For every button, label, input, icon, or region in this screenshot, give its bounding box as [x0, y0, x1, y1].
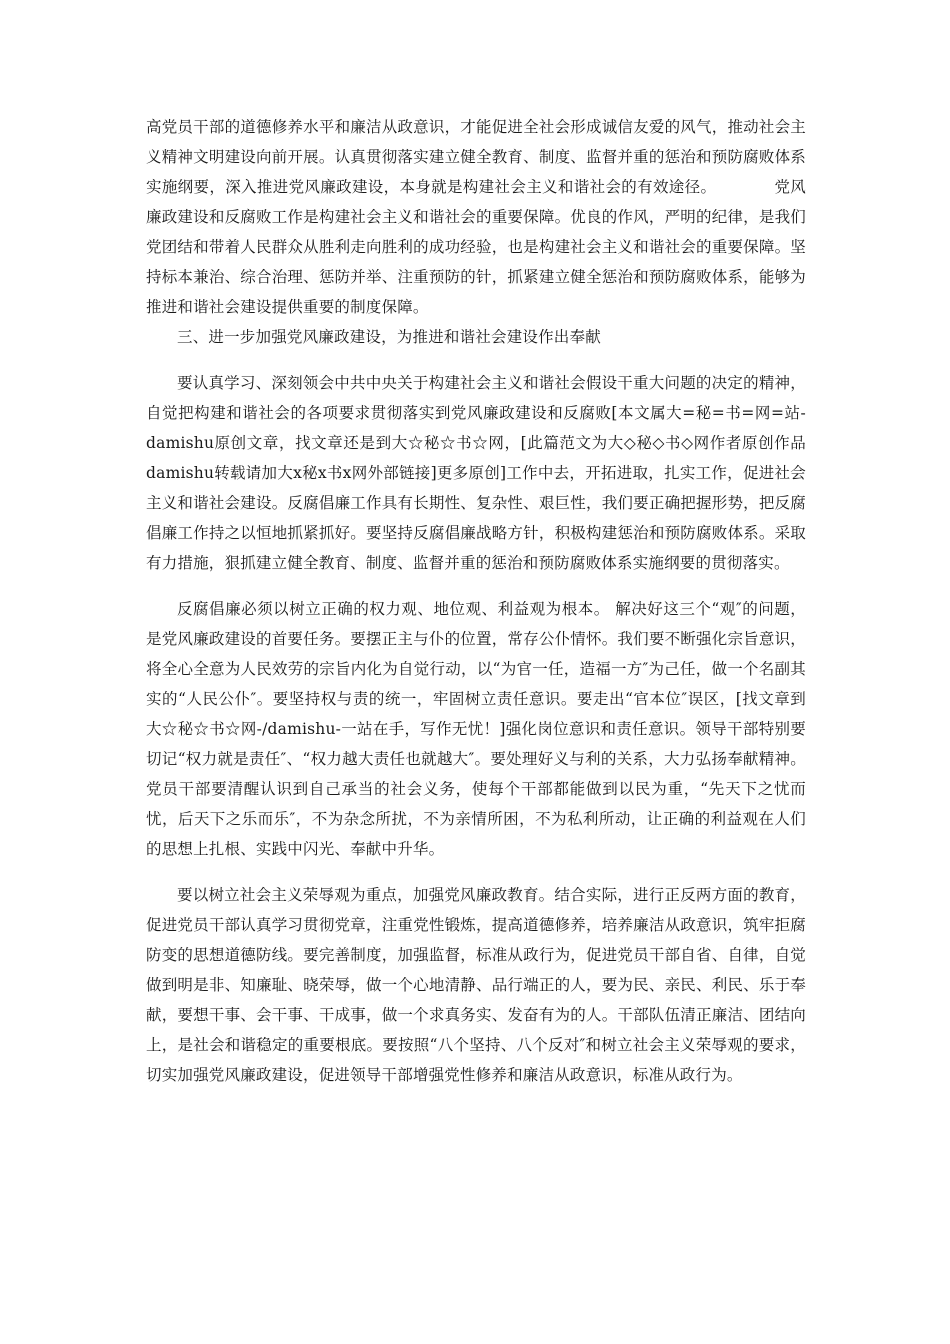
document-page [146, 112, 806, 1090]
section-heading-3: 三、进一步加强党风廉政建设，为推进和谐社会建设作出奉献 [177, 328, 601, 346]
paragraph-2: 要认真学习、深刻领会中共中央关于构建社会主义和谐社会假设干重大问题的决定的精神，自觉把构建和谐社会的各项要求贯彻落实到党风廉政建设和反腐败[本文属大=秘=书=网=站-damishu原创文章，找文章还是到大☆秘☆书☆网，[此篇范文为大◇秘◇书◇网作者原创作品damishu转载请加大x秘x书x网外部链接]更多原创]工作中去，开拓进取，扎实工作，促进社会主义和谐社会建设。反腐倡廉工作具有长期性、复杂性、艰巨性，我们要正确把握形势，把反腐倡廉工作持之以恒地抓紧抓好。要坚持反腐倡廉战略方针，积极构建惩治和预防腐败体系。采取有力措施，狠抓建立健全教育、制度、监督并重的惩治和预防腐败体系实施纲要的贯彻落实。 [146, 374, 806, 572]
paragraph-1-part-2: 党风廉政建设和反腐败工作是构建社会主义和谐社会的重要保障。优良的作风，严明的纪律，是我们党团结和带着人民群众从胜利走向胜利的成功经验，也是构建社会主义和谐社会的重要保障。坚持标本兼治、综合治理、惩防并举、注重预防的针，抓紧建立健全惩治和预防腐败体系，能够为推进和谐社会建设提供重要的制度保障。 [146, 178, 806, 316]
paragraph-1 [146, 112, 806, 322]
paragraph-4: 要以树立社会主义荣辱观为重点，加强党风廉政教育。结合实际，进行正反两方面的教育，促进党员干部认真学习贯彻党章，注重党性锻炼，提高道德修养，培养廉洁从政意识，筑牢拒腐防变的思想道德防线。要完善制度，加强监督，标准从政行为，促进党员干部自省、自律，自觉做到明是非、知廉耻、晓荣辱，做一个心地清静、品行端正的人，要为民、亲民、利民、乐于奉献，要想干事、会干事、干成事，做一个求真务实、发奋有为的人。干部队伍清正廉洁、团结向上，是社会和谐稳定的重要根底。要按照“八个坚持、八个反对″和树立社会主义荣辱观的要求，切实加强党风廉政建设，促进领导干部增强党性修养和廉洁从政意识，标准从政行为。 [146, 886, 806, 1084]
paragraph-1-part-1: 高党员干部的道德修养水平和廉洁从政意识，才能促进全社会形成诚信友爱的风气，推动社会主义精神文明建设向前开展。认真贯彻落实建立健全教育、制度、监督并重的惩治和预防腐败体系实施纲要，深入推进党风廉政建设，本身就是构建社会主义和谐社会的有效途径。 [146, 118, 806, 196]
paragraph-3: 反腐倡廉必须以树立正确的权力观、地位观、利益观为根本。 解决好这三个“观″的问题，是党风廉政建设的首要任务。要摆正主与仆的位置，常存公仆情怀。我们要不断强化宗旨意识，将全心全意为人民效劳的宗旨内化为自觉行动，以“为官一任，造福一方″为己任，做一个名副其实的“人民公仆″。要坚持权与责的统一，牢固树立责任意识。要走出“官本位″误区，[找文章到大☆秘☆书☆网-/damishu-一站在手，写作无忧！]强化岗位意识和责任意识。领导干部特别要切记“权力就是责任″、“权力越大责任也就越大″。要处理好义与利的关系，大力弘扬奉献精神。党员干部要清醒认识到自己承当的社会义务，使每个干部都能做到以民为重，“先天下之忧而忧，后天下之乐而乐″，不为杂念所扰，不为亲情所困，不为私利所动，让正确的利益观在人们的思想上扎根、实践中闪光、奉献中升华。 [146, 600, 806, 858]
